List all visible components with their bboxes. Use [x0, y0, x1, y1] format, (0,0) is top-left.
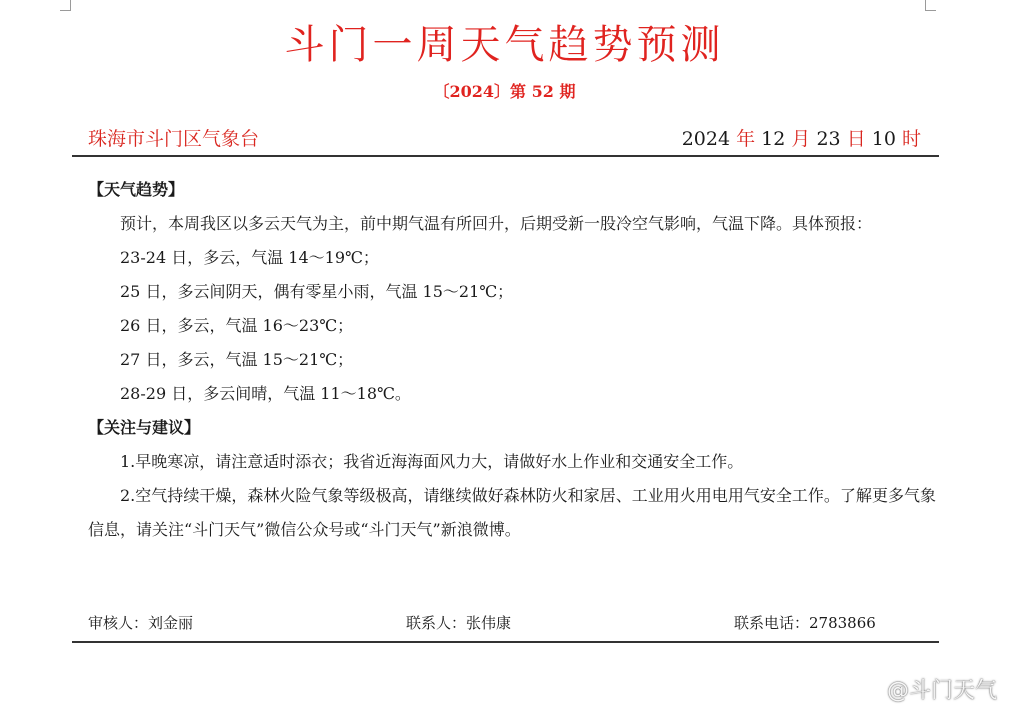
trend-heading: 【天气趋势】 [88, 180, 185, 199]
trend-summary: 预计，本周我区以多云天气为主，前中期气温有所回升，后期受新一股冷空气影响，气温下降。具体预报： [120, 214, 873, 233]
date-hour: 10 [871, 128, 896, 150]
crop-mark-top-left [60, 0, 71, 11]
watermark-text: @斗门天气 [886, 678, 997, 704]
issue-date [682, 126, 921, 152]
forecast-line: 25 日，多云间阴天，偶有零星小雨，气温 15～21℃； [120, 282, 514, 301]
advice-item: 1.早晚寒凉，请注意适时添衣；我省近海海面风力大，请做好水上作业和交通安全工作。 [120, 452, 744, 471]
contact-person: 联系人：张伟康 [406, 614, 512, 632]
document-title: 斗门一周天气趋势预测 [284, 22, 725, 68]
forecast-line: 26 日，多云，气温 16～23℃； [120, 316, 354, 335]
forecast-line: 28-29 日，多云间晴，气温 11～18℃。 [120, 384, 411, 403]
date-hour-unit: 时 [901, 128, 921, 150]
crop-mark-top-right [925, 0, 936, 11]
contact-phone: 联系电话：2783866 [734, 614, 876, 632]
date-month-unit: 月 [791, 128, 811, 150]
issue-number: 〔2024〕第 52 期 [433, 82, 576, 101]
date-year-unit: 年 [736, 128, 756, 150]
weibo-icon [857, 676, 883, 707]
forecast-line: 23-24 日，多云，气温 14～19℃； [120, 248, 379, 267]
issuing-organization: 珠海市斗门区气象台 [88, 128, 260, 150]
document-body [88, 173, 936, 547]
advice-item: 2.空气持续干燥，森林火险气象等级极高，请继续做好森林防火和家居、工业用火用电用气安全工作。了解更多气象信息，请关注“斗门天气”微信公众号或“斗门天气”新浪微博。 [88, 486, 936, 539]
document-footer [88, 608, 936, 638]
date-month: 12 [761, 128, 786, 150]
advice-heading: 【关注与建议】 [88, 418, 201, 437]
footer-divider [72, 641, 939, 643]
date-day-unit: 日 [846, 128, 866, 150]
date-year: 2024 [681, 128, 731, 150]
weibo-watermark [857, 676, 997, 707]
header-divider [72, 155, 939, 157]
reviewer: 审核人：刘金丽 [88, 614, 194, 632]
date-day: 23 [816, 128, 841, 150]
forecast-line: 27 日，多云，气温 15～21℃； [120, 350, 354, 369]
